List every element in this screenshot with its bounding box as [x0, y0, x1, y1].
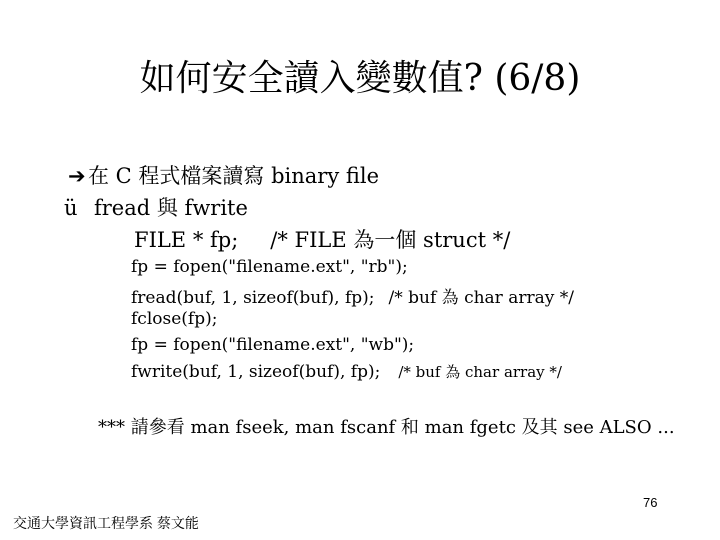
footer-text: 交通大學資訊工程學系 蔡文能 — [13, 515, 199, 531]
code-line — [131, 257, 408, 277]
check-bullet-icon: ü — [64, 196, 78, 220]
code-text: fp = fopen("filename.ext", "rb"); — [131, 257, 408, 277]
bullet-text: 在 C 程式檔案讀寫 binary file — [88, 164, 380, 188]
bullet-binary-file — [68, 160, 379, 190]
declaration-comment: /* FILE 為一個 struct */ — [270, 228, 511, 252]
page-number: 76 — [643, 495, 658, 510]
code-line — [131, 283, 574, 308]
code-text: fp = fopen("filename.ext", "wb"); — [131, 335, 415, 355]
arrow-bullet-icon: ➔ — [68, 164, 86, 188]
code-line — [131, 361, 562, 382]
bullet-fread-fwrite — [64, 192, 248, 222]
code-text: fwrite(buf, 1, sizeof(buf), fp); — [131, 362, 381, 382]
code-text: fread(buf, 1, sizeof(buf), fp); — [131, 288, 375, 308]
reference-note: *** 請參看 man fseek, man fscanf 和 man fgetc 及其 see ALSO ... — [98, 417, 675, 438]
file-declaration — [134, 224, 510, 254]
code-text: fclose(fp); — [131, 309, 218, 329]
bullet-text: fread 與 fwrite — [94, 196, 248, 220]
code-comment: /* buf 為 char array */ — [388, 288, 574, 308]
code-comment: /* buf 為 char array */ — [398, 363, 562, 381]
code-line — [131, 335, 414, 355]
slide-title: 如何安全讀入變數值? (6/8) — [139, 58, 581, 99]
declaration-code: FILE * fp; — [134, 228, 239, 252]
code-line — [131, 309, 217, 329]
